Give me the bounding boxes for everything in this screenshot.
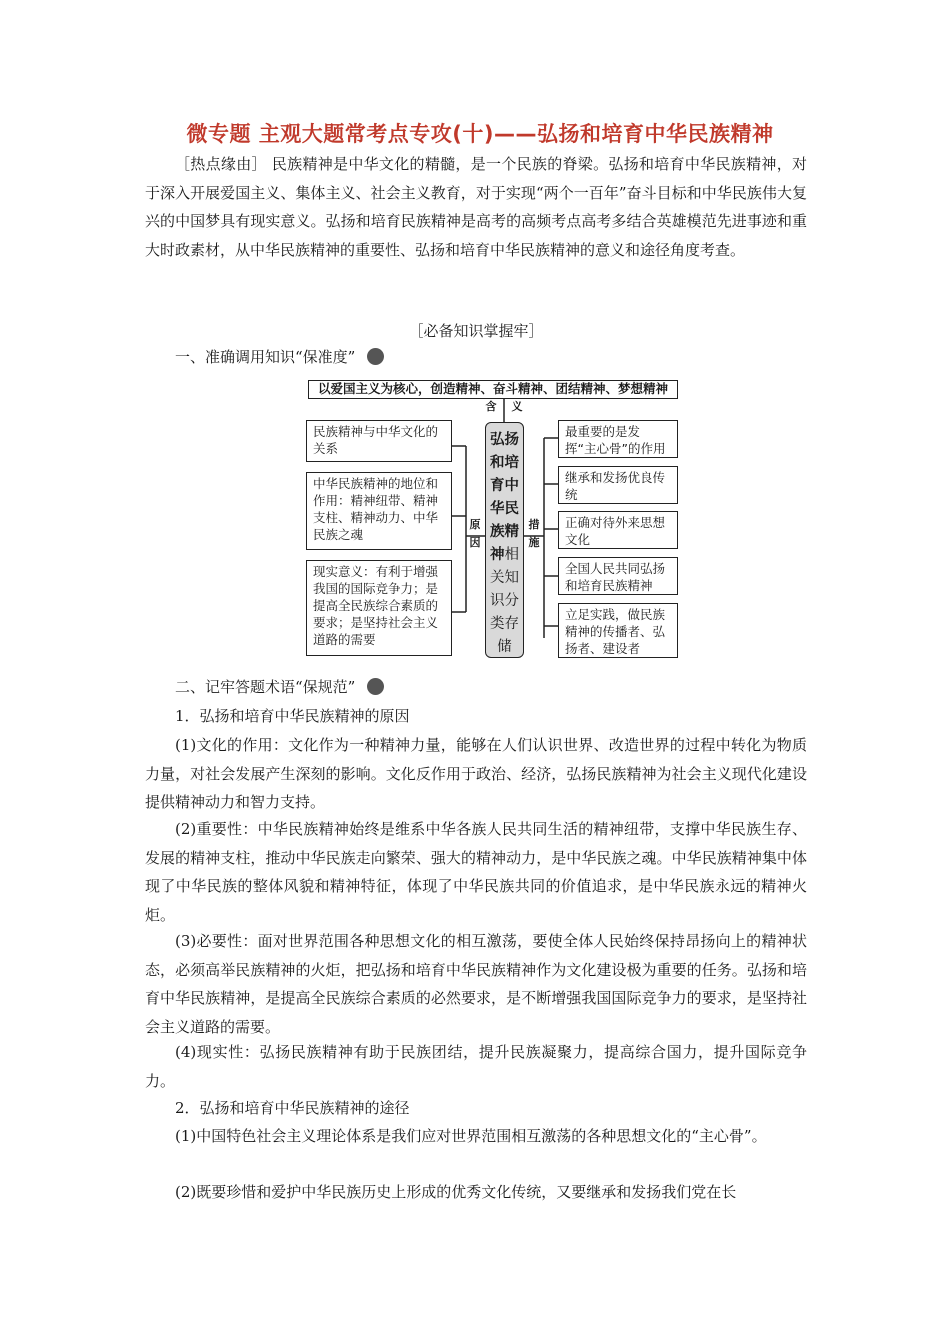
body-line: 1．弘扬和培育中华民族精神的原因 <box>175 707 410 725</box>
intro-paragraph <box>145 150 807 264</box>
intro-line: 目标和中华民族伟大复兴的中国梦具有现实意义。弘扬和培育民族精神是高考的高频考点 <box>145 183 807 230</box>
body-paragraph-tradition <box>145 1178 807 1207</box>
intro-line: 高考多结合英雄模范先进事迹和重大时政素材，从中华民族精神的重要性、弘扬和培育中 <box>145 212 807 259</box>
center-text: 族精 <box>490 524 519 540</box>
body-line: (1)中国特色社会主义理论体系是我们应对世界范围相互激荡的各种思想文化的“主心 <box>175 1127 729 1145</box>
knowledge-diagram <box>300 376 685 662</box>
center-text: 弘扬 <box>490 432 519 448</box>
central-topic-box <box>485 422 524 658</box>
body-line: 要的任务。弘扬和培育中华民族精神，是提高全民族综合素质的必然要求，是不断增强我 <box>145 960 807 1007</box>
body-line: (3)必要性：面对世界范围各种思想文化的相互激荡，要使全体人民始终保持昂扬向上 <box>175 932 747 950</box>
body-point-1-title <box>145 702 807 731</box>
section-1-label: 一、准确调用知识“保准度” <box>175 348 356 366</box>
body-line: 社会主义现代化建设提供精神动力和智力支持。 <box>145 764 807 811</box>
center-text: 育中 <box>490 478 519 494</box>
page-title: 微专题 主观大题常考点专攻(十)——弘扬和培育中华民族精神 <box>186 122 774 146</box>
body-line: (2)重要性：中华民族精神始终是维系中华各族人民共同生活的精神纽带，支撑中华民 <box>175 820 747 838</box>
meaning-label-1: 含 <box>485 400 497 413</box>
meaning-box: 以爱国主义为核心，创造精神、奋斗精神、团结精神、梦想精神 <box>308 380 678 399</box>
center-text: 储 <box>497 639 512 655</box>
body-paragraph-theory <box>145 1122 807 1151</box>
reason-box-3: 现实意义：有利于增强我国的国际竞争力；是提高全民族综合素质的要求；是坚持社会主义道路的需要 <box>306 560 452 656</box>
section-banner: ［必备知识掌握牢］ <box>408 322 544 340</box>
measures-label <box>527 516 541 552</box>
center-text: 和培 <box>490 455 519 471</box>
center-text: 华民 <box>490 501 519 517</box>
measure-box-2: 继承和发扬优良传统 <box>558 466 678 504</box>
measure-box-3: 正确对待外来思想文化 <box>558 511 678 549</box>
center-text: 神 <box>490 547 505 563</box>
center-text: 识分 <box>490 593 519 609</box>
measure-box-1: 最重要的是发挥“主心骨”的作用 <box>558 420 678 458</box>
intro-line: ［热点缘由］ 民族精神是中华文化的精髓，是一个民族的脊梁。弘扬和培育中华民族 <box>175 155 747 173</box>
body-line: 骨”。 <box>728 1127 767 1145</box>
center-text-row <box>486 544 523 567</box>
center-text: 关知 <box>490 570 519 586</box>
body-paragraph-importance <box>145 815 807 929</box>
body-paragraph-culture <box>145 731 807 817</box>
body-line: 的精神状态，必须高举民族精神的火炬，把弘扬和培育中华民族精神作为文化建设极为重 <box>145 932 807 979</box>
intro-line: 精神，对于深入开展爱国主义、集体主义、社会主义教育，对于实现“两个一百年”奋斗 <box>145 155 807 202</box>
body-point-2-title <box>145 1094 807 1123</box>
body-line: 化为物质力量，对社会发展产生深刻的影响。文化反作用于政治、经济，弘扬民族精神为 <box>145 736 807 783</box>
body-line: (1)文化的作用：文化作为一种精神力量，能够在人们认识世界、改造世界的过程中转 <box>175 736 747 754</box>
body-line: 国国际竞争力的要求，是坚持社会主义道路的需要。 <box>145 989 807 1036</box>
circle-bullet-icon <box>367 348 384 365</box>
circle-bullet-icon <box>367 678 384 695</box>
measure-box-5: 立足实践，做民族精神的传播者、弘扬者、建设者 <box>558 603 678 658</box>
measures-label-char: 措 <box>528 518 540 531</box>
body-paragraph-necessity <box>145 927 807 1041</box>
body-line: 2．弘扬和培育中华民族精神的途径 <box>175 1099 410 1117</box>
section-1-heading <box>175 346 384 367</box>
measures-label-char: 施 <box>528 536 540 549</box>
reason-label-char: 原 <box>469 518 481 531</box>
body-line: 族生存、发展的精神支柱，推动中华民族走向繁荣、强大的精神动力，是中华民族之魂。 <box>145 820 807 867</box>
section-2-heading <box>175 676 384 697</box>
center-text: 相 <box>504 547 519 563</box>
body-line: (2)既要珍惜和爱护中华民族历史上形成的优秀文化传统，又要继承和发扬我们党在长 <box>175 1183 737 1201</box>
reason-label <box>468 516 482 552</box>
body-line: 求，是中华民族永远的精神火炬。 <box>145 877 807 924</box>
measure-box-4: 全国人民共同弘扬和培育民族精神 <box>558 557 678 595</box>
body-line: 际竞争力。 <box>145 1043 807 1090</box>
body-paragraph-reality <box>145 1038 807 1095</box>
section-2-label: 二、记牢答题术语“保规范” <box>175 678 356 696</box>
meaning-label-2: 义 <box>511 400 523 413</box>
center-text: 类存 <box>490 616 519 632</box>
body-line: 中华民族精神集中体现了中华民族的整体风貌和精神特征，体现了中华民族共同的价值追 <box>145 848 807 895</box>
intro-line: 华民族精神的意义和途径角度考查。 <box>505 240 746 259</box>
reason-box-1: 民族精神与中华文化的关系 <box>306 420 452 462</box>
body-line: (4)现实性：弘扬民族精神有助于民族团结，提升民族凝聚力，提高综合国力，提升国 <box>175 1043 761 1061</box>
reason-box-2: 中华民族精神的地位和作用：精神纽带、精神支柱、精神动力、中华民族之魂 <box>306 472 452 550</box>
reason-label-char: 因 <box>469 536 481 549</box>
